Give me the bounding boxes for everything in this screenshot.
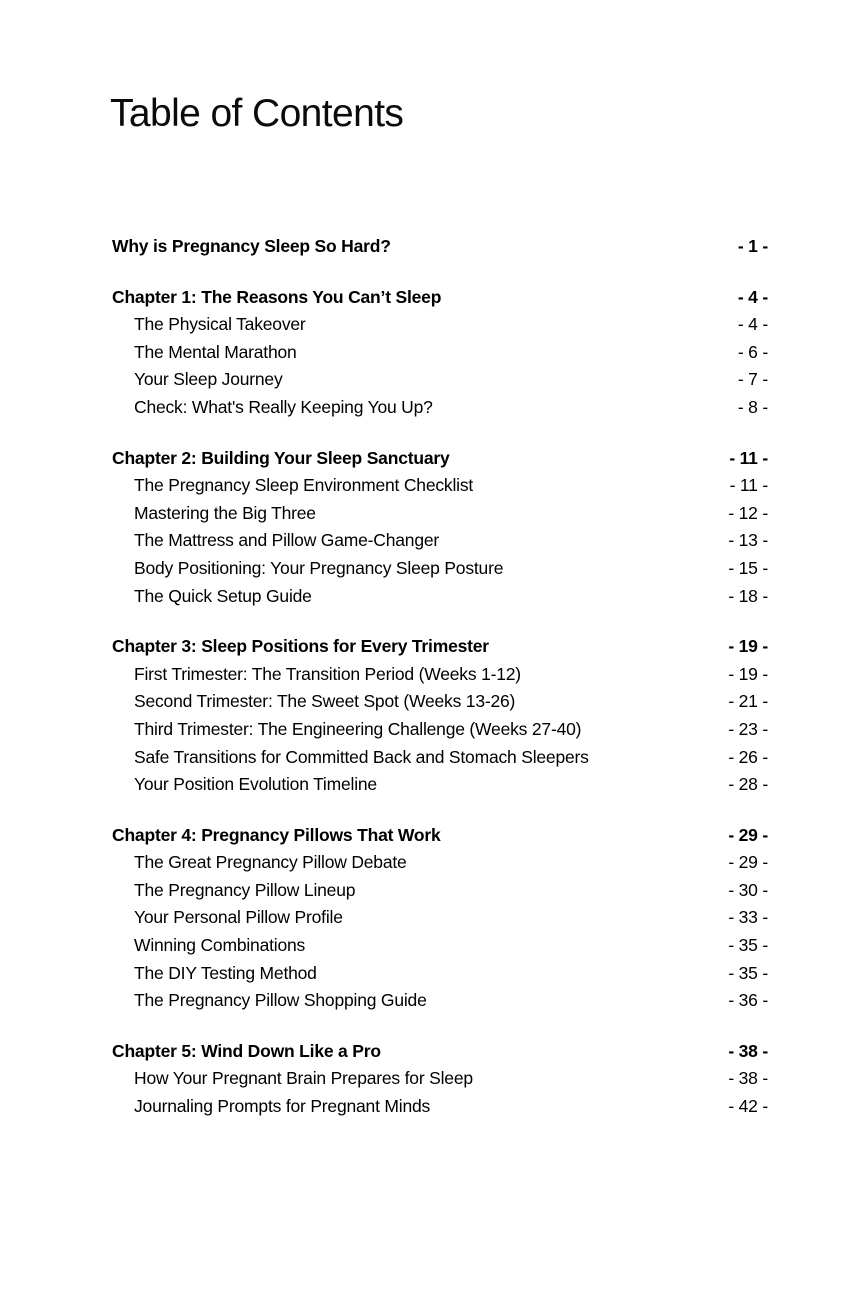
toc-section-page-number: - 42 - [728,1096,768,1117]
toc-chapter-label: Chapter 1: The Reasons You Can’t Sleep [112,286,442,307]
toc-section-page-number: - 12 - [728,502,768,523]
toc-section-page-number: - 11 - [729,475,768,496]
toc-section-row[interactable] [112,716,768,744]
toc-section-label: The Pregnancy Pillow Shopping Guide [134,990,427,1011]
toc-section-row[interactable] [112,1093,768,1121]
toc-section-row[interactable] [112,744,768,772]
toc-section-row[interactable] [112,661,768,689]
toc-section-row[interactable] [112,849,768,877]
toc-section-label: Your Position Evolution Timeline [134,774,377,795]
toc-section-row[interactable] [112,583,768,611]
toc-section-row[interactable] [112,904,768,932]
toc-chapter-label: Chapter 4: Pregnancy Pillows That Work [112,824,441,845]
toc-section-page-number: - 18 - [728,585,768,606]
toc-section-label: Mastering the Big Three [134,502,316,523]
toc-section-label: How Your Pregnant Brain Prepares for Sleep [134,1068,473,1089]
toc-chapter-label: Chapter 3: Sleep Positions for Every Trimester [112,636,489,657]
toc-section-row[interactable] [112,987,768,1015]
toc-group [112,445,768,611]
toc-chapter-row[interactable] [112,1038,768,1066]
toc-section-page-number: - 7 - [737,369,768,390]
toc-chapter-page-number: - 38 - [728,1040,768,1061]
toc-chapter-row[interactable] [112,445,768,473]
toc-chapter-row[interactable] [112,633,768,661]
toc-chapter-page-number: - 29 - [728,824,768,845]
toc-section-page-number: - 35 - [728,962,768,983]
toc-section-page-number: - 6 - [737,341,768,362]
toc-group [112,1038,768,1121]
toc-section-row[interactable] [112,311,768,339]
toc-section-label: Third Trimester: The Engineering Challenge (Weeks 27-40) [134,718,582,739]
toc-section-page-number: - 36 - [728,990,768,1011]
toc-chapter-page-number: - 1 - [737,236,768,256]
toc-section-row[interactable] [112,1065,768,1093]
toc-section-row[interactable] [112,555,768,583]
page-title: Table of Contents [110,92,404,135]
toc-section-label: Safe Transitions for Committed Back and Stomach Sleepers [134,746,589,767]
toc-section-label: The Physical Takeover [134,314,306,335]
toc-section-page-number: - 19 - [728,663,768,684]
toc-section-label: The Mental Marathon [134,341,297,362]
toc-section-page-number: - 23 - [728,718,768,739]
toc-section-label: Your Personal Pillow Profile [134,907,343,928]
toc-section-row[interactable] [112,472,768,500]
toc-section-page-number: - 26 - [728,746,768,767]
toc-section-label: The DIY Testing Method [134,962,317,983]
toc-section-label: First Trimester: The Transition Period (Weeks 1-12) [134,663,521,684]
toc-section-row[interactable] [112,771,768,799]
toc-section-label: Check: What's Really Keeping You Up? [134,396,433,417]
toc-section-label: The Great Pregnancy Pillow Debate [134,852,407,873]
toc-section-row[interactable] [112,527,768,555]
toc-section-page-number: - 8 - [737,396,768,417]
toc-section-row[interactable] [112,500,768,528]
toc-section-page-number: - 13 - [728,530,768,551]
toc-section-page-number: - 38 - [728,1068,768,1089]
toc-chapter-page-number: - 4 - [737,286,768,307]
toc-section-row[interactable] [112,688,768,716]
toc-section-row[interactable] [112,366,768,394]
toc-section-row[interactable] [112,960,768,988]
toc-chapter-page-number: - 11 - [729,447,768,468]
toc-section-row[interactable] [112,394,768,422]
toc-chapter-page-number: - 19 - [728,636,768,657]
toc-section-page-number: - 15 - [728,557,768,578]
toc-chapter-row[interactable] [112,284,768,312]
toc-group [112,822,768,1015]
toc-section-label: The Pregnancy Pillow Lineup [134,879,356,900]
table-of-contents [112,233,768,1121]
toc-section-label: Journaling Prompts for Pregnant Minds [134,1096,431,1117]
toc-section-row[interactable] [112,932,768,960]
toc-section-page-number: - 29 - [728,852,768,873]
toc-section-row[interactable] [112,877,768,905]
toc-section-page-number: - 28 - [728,774,768,795]
toc-section-label: Winning Combinations [134,935,306,956]
toc-section-label: Body Positioning: Your Pregnancy Sleep Posture [134,557,504,578]
toc-section-label: Second Trimester: The Sweet Spot (Weeks 13-26) [134,691,516,712]
toc-section-label: The Pregnancy Sleep Environment Checklist [134,475,474,496]
toc-group [112,633,768,799]
toc-section-label: The Mattress and Pillow Game-Changer [134,530,440,551]
toc-section-row[interactable] [112,339,768,367]
toc-chapter-row[interactable] [112,233,768,261]
toc-section-label: The Quick Setup Guide [134,585,312,606]
toc-section-page-number: - 35 - [728,935,768,956]
toc-group [112,233,768,261]
toc-section-page-number: - 21 - [728,691,768,712]
toc-chapter-row[interactable] [112,822,768,850]
toc-section-page-number: - 33 - [728,907,768,928]
toc-chapter-label: Chapter 5: Wind Down Like a Pro [112,1040,381,1061]
toc-section-page-number: - 30 - [728,879,768,900]
toc-chapter-label: Chapter 2: Building Your Sleep Sanctuary [112,447,450,468]
toc-chapter-label: Why is Pregnancy Sleep So Hard? [112,236,391,256]
toc-section-label: Your Sleep Journey [134,369,283,390]
toc-group [112,284,768,422]
toc-section-page-number: - 4 - [737,314,768,335]
